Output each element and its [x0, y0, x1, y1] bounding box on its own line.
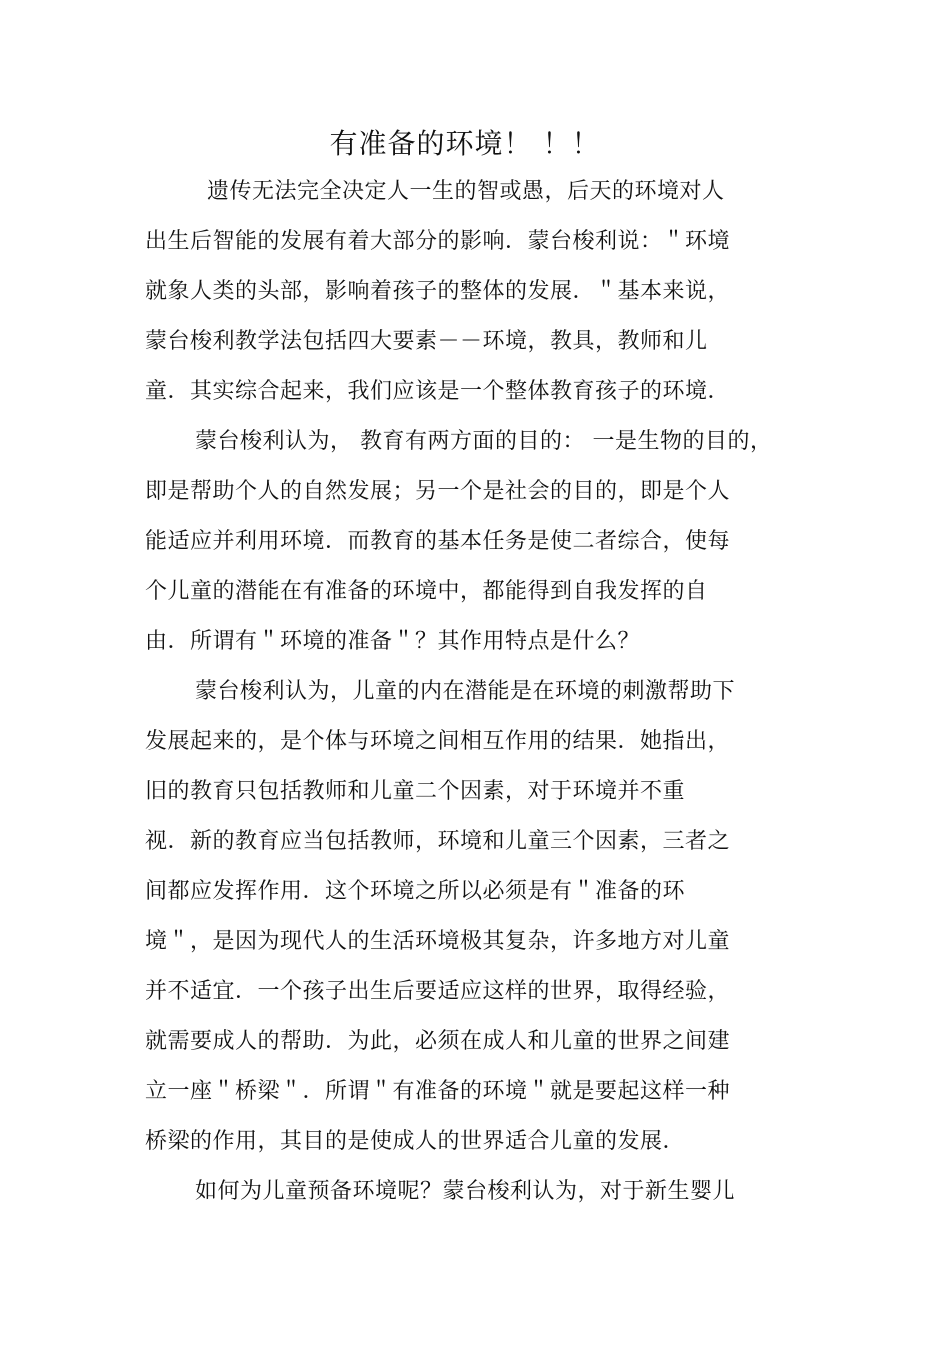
paragraph-line: 蒙台梭利认为，儿童的内在潜能是在环境的刺激帮助下 — [195, 679, 736, 704]
paragraph-line: 蒙台梭利认为， 教育有两方面的目的： 一是生物的目的， — [195, 429, 773, 454]
paragraph-line: 视．新的教育应当包括教师，环境和儿童三个因素，三者之 — [145, 829, 731, 854]
paragraph-line: 境＂，是因为现代人的生活环境极其复杂，许多地方对儿童 — [145, 929, 731, 954]
paragraph-line: 间都应发挥作用．这个环境之所以必须是有＂准备的环 — [145, 879, 686, 904]
paragraph-line: 由．所谓有＂环境的准备＂？其作用特点是什么？ — [145, 629, 641, 654]
paragraph-line: 如何为儿童预备环境呢？蒙台梭利认为，对于新生婴儿 — [195, 1179, 736, 1204]
paragraph-line: 就象人类的头部，影响着孩子的整体的发展．＂基本来说， — [145, 279, 731, 304]
paragraph-line: 就需要成人的帮助．为此，必须在成人和儿童的世界之间建 — [145, 1029, 731, 1054]
paragraph-line: 出生后智能的发展有着大部分的影响．蒙台梭利说：＂环境 — [145, 229, 731, 254]
paragraph-line: 能适应并利用环境．而教育的基本任务是使二者综合，使每 — [145, 529, 731, 554]
paragraph-line: 蒙台梭利教学法包括四大要素－－环境，教具，教师和儿 — [145, 329, 708, 354]
paragraph-line: 即是帮助个人的自然发展；另一个是社会的目的，即是个人 — [145, 479, 731, 504]
paragraph-line: 桥梁的作用，其目的是使成人的世界适合儿童的发展． — [145, 1129, 686, 1154]
paragraph-line: 遗传无法完全决定人一生的智或愚，后天的环境对人 — [207, 179, 725, 204]
paragraph-line: 立一座＂桥梁＂．所谓＂有准备的环境＂就是要起这样一种 — [145, 1079, 731, 1104]
paragraph-line: 发展起来的，是个体与环境之间相互作用的结果．她指出， — [145, 729, 731, 754]
paragraph-line: 旧的教育只包括教师和儿童二个因素，对于环境并不重 — [145, 779, 686, 804]
paragraph-line: 个儿童的潜能在有准备的环境中，都能得到自我发挥的自 — [145, 579, 708, 604]
document-title: 有准备的环境！ ！！ — [329, 127, 601, 160]
paragraph-line: 童．其实综合起来，我们应该是一个整体教育孩子的环境． — [145, 379, 731, 404]
paragraph-line: 并不适宜．一个孩子出生后要适应这样的世界，取得经验， — [145, 979, 731, 1004]
